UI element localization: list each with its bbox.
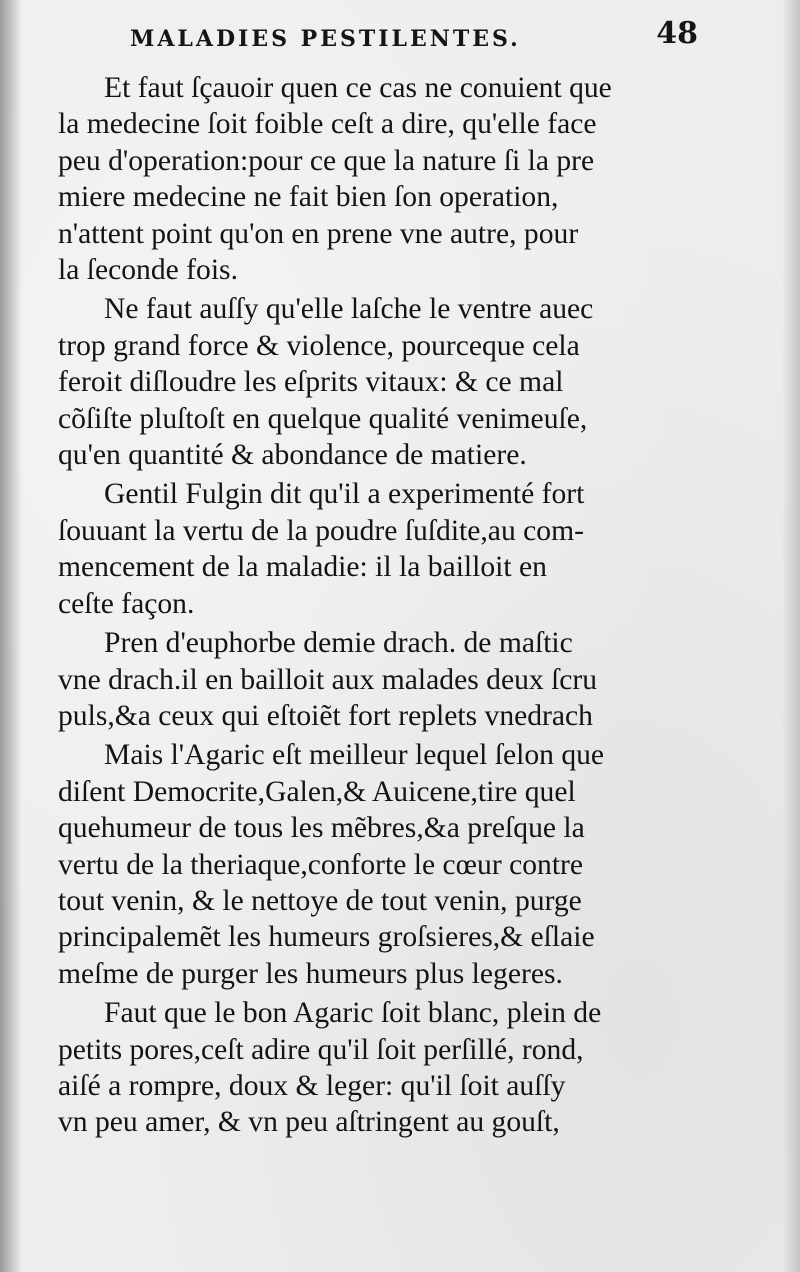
text-line: aiſé a rompre, doux & leger: qu'il ſoit auſſy (58, 1069, 566, 1102)
text-line: Faut que le bon Agaric ſoit blanc, plein de (104, 997, 602, 1030)
text-line: Gentil Fulgin dit qu'il a experimenté fort (104, 478, 585, 511)
gutter-shadow (0, 0, 22, 1272)
text-line: cõſiſte pluſtoſt en quelque qualité venimeuſe, (58, 402, 588, 435)
paragraph (58, 737, 734, 992)
text-line: puls,&a ceux qui eſtoiẽt fort replets vnedrach (58, 699, 593, 732)
page-edge-shadow (782, 0, 800, 1272)
text-line: quehumeur de tous les mẽbres,&a preſque la (58, 812, 585, 845)
text-line: peu d'operation:pour ce que la nature ſi la pre (58, 144, 595, 177)
text-line: Et faut ſçauoir quen ce cas ne conuient que (104, 72, 612, 104)
text-line: ceſte façon. (58, 587, 195, 620)
text-line: diſent Democrite,Galen,& Auicene,tire quel (58, 775, 576, 808)
text-line: Ne faut auſſy qu'elle laſche le ventre auec (104, 293, 594, 326)
text-line: la ſeconde fois. (58, 254, 238, 287)
running-title: MALADIES PESTILENTES. (130, 26, 521, 52)
body-text (58, 70, 734, 1144)
text-line: principalemẽt les humeurs groſsieres,& eſlaie (58, 921, 595, 954)
paragraph (58, 995, 734, 1141)
text-line: vne drach.il en bailloit aux malades deux ſcru (58, 663, 598, 696)
text-line: n'attent point qu'on en prene vne autre, pour (58, 217, 579, 250)
text-line: miere medecine ne fait bien ſon operation, (58, 181, 559, 214)
page-header (130, 14, 698, 54)
page-number: 48 (656, 16, 698, 51)
text-line: feroit diſloudre les eſprits vitaux: & ce mal (58, 366, 564, 399)
text-line: mencement de la maladie: il la bailloit en (58, 551, 547, 584)
paragraph (58, 625, 734, 734)
text-line: trop grand force & violence, pourceque cela (58, 329, 580, 362)
text-line: ſouuant la vertu de la poudre ſuſdite,au com- (58, 514, 584, 547)
text-line: tout venin, & le nettoye de tout venin, purge (58, 884, 582, 917)
text-line: vertu de la theriaque,conforte le cœur contre (58, 848, 584, 881)
text-line: la medecine ſoit foible ceſt a dire, qu'elle face (58, 108, 597, 141)
paragraph (58, 70, 734, 288)
text-line: Mais l'Agaric eſt meilleur lequel ſelon que (104, 739, 605, 772)
text-line: Pren d'euphorbe demie drach. de maſtic (104, 627, 573, 660)
text-line: vn peu amer, & vn peu aſtringent au gouſt, (58, 1106, 560, 1139)
text-line: qu'en quantité & abondance de matiere. (58, 439, 527, 472)
text-line: meſme de purger les humeurs plus legeres. (58, 957, 563, 990)
paragraph (58, 476, 734, 622)
text-line: petits pores,ceſt adire qu'il ſoit perſillé, rond, (58, 1033, 584, 1066)
paragraph (58, 291, 734, 473)
